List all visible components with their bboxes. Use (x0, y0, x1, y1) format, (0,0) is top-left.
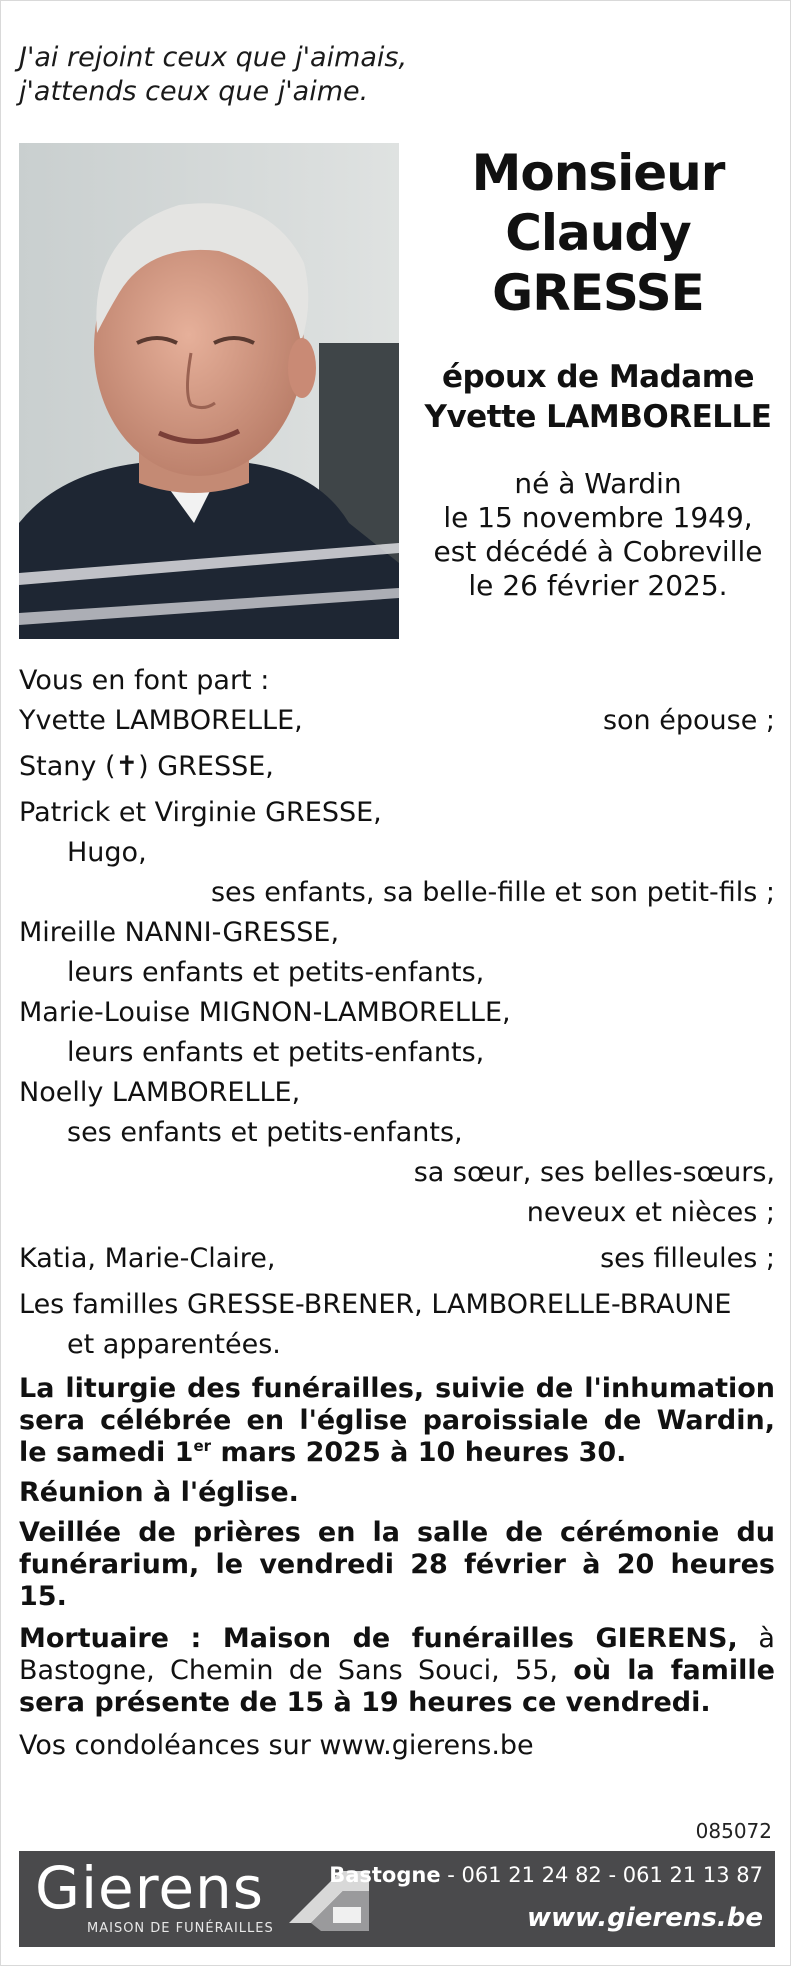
condolences-line: Vos condoléances sur www.gierens.be (19, 1730, 534, 1761)
mortuary-bold-2: où la famille sera présente de 15 à 19 heures ce vendredi. (19, 1655, 775, 1718)
portrait-photo (19, 143, 399, 639)
announcement-intro: Vous en font part : (19, 665, 270, 696)
birth-death-info (421, 467, 775, 603)
quote-line-1: J'ai rejoint ceux que j'aimais, (19, 42, 408, 73)
deceased-header (421, 143, 775, 603)
liturgy-text-2: mars 2025 à 10 heures 30. (211, 1437, 627, 1468)
family-name: Marie-Louise MIGNON-LAMBORELLE, (19, 997, 511, 1028)
funeral-home-banner (19, 1851, 775, 1947)
family-row (19, 701, 775, 741)
mortuary-paragraph (19, 1623, 775, 1719)
family-name: Katia, Marie-Claire, (19, 1243, 276, 1274)
family-row (19, 1033, 775, 1073)
family-relation: ses filleules ; (600, 1243, 775, 1274)
epitaph-quote (19, 41, 439, 109)
contact-phones (329, 1863, 763, 1887)
spouse-line-1: époux de Madame (441, 359, 755, 395)
birth-place: né à Wardin (514, 467, 682, 500)
family-name: Hugo, (67, 837, 147, 868)
logo-subtitle: MAISON DE FUNÉRAILLES (87, 1921, 274, 1936)
first-name: Claudy (505, 204, 691, 262)
family-name-pre: Stany ( (19, 751, 116, 782)
family-relation: neveux et nièces ; (526, 1197, 775, 1228)
family-name: leurs enfants et petits-enfants, (67, 957, 485, 988)
family-row (19, 1113, 775, 1153)
quote-line-2: j'attends ceux que j'aime. (19, 76, 369, 107)
family-row (19, 833, 775, 873)
spouse-line-2: Yvette LAMBORELLE (424, 399, 772, 435)
liturgy-paragraph (19, 1373, 775, 1469)
phone-numbers: - 061 21 24 82 - 061 21 13 87 (440, 1863, 763, 1887)
family-name: et apparentées. (67, 1329, 281, 1360)
family-row (19, 1073, 775, 1113)
vigil-paragraph: Veillée de prières en la salle de cérémonie du funérarium, le vendredi 28 février à 20 heures 15. (19, 1517, 775, 1612)
family-name: Yvette LAMBORELLE, (19, 705, 303, 736)
family-name: Noelly LAMBORELLE, (19, 1077, 301, 1108)
birth-date: le 15 novembre 1949, (443, 501, 753, 534)
family-row (19, 747, 775, 787)
family-row (19, 1325, 775, 1365)
family-name: leurs enfants et petits-enfants, (67, 1037, 485, 1068)
family-row (19, 1153, 775, 1193)
family-row (19, 1239, 775, 1279)
family-row (19, 993, 775, 1033)
family-row (19, 913, 775, 953)
family-name-post: ) GRESSE, (138, 751, 274, 782)
death-date: le 26 février 2025. (468, 569, 728, 602)
family-row (19, 953, 775, 993)
website-link[interactable]: www.gierens.be (527, 1903, 763, 1933)
meeting-paragraph: Réunion à l'église. (19, 1477, 299, 1508)
family-name: Mireille NANNI-GRESSE, (19, 917, 340, 948)
family-name: ses enfants et petits-enfants, (67, 1117, 463, 1148)
mortuary-plain: à Bastogne, Chemin de Sans Souci, 55, (19, 1623, 775, 1686)
family-relation: sa sœur, ses belles-sœurs, (413, 1157, 775, 1188)
family-relation: son épouse ; (602, 705, 775, 736)
family-row (19, 873, 775, 913)
reference-number: 085072 (695, 1819, 772, 1843)
contact-city: Bastogne (329, 1863, 441, 1887)
mortuary-bold-1: Mortuaire : Maison de funérailles GIERENS, (19, 1623, 738, 1654)
family-name: Patrick et Virginie GRESSE, (19, 797, 382, 828)
death-place: est décédé à Cobreville (433, 535, 763, 568)
cross-icon: ✝ (115, 751, 139, 782)
family-row (19, 1285, 775, 1325)
liturgy-text: La liturgie des funérailles, suivie de l'inhumation sera célébrée en l'église paroissiale de Wardin, le samedi 1 (19, 1373, 775, 1468)
family-relation: ses enfants, sa belle-fille et son petit-fils ; (210, 877, 775, 908)
civility: Monsieur (471, 144, 725, 202)
announcement-body (19, 661, 775, 1765)
family-name: Les familles GRESSE-BRENER, LAMBORELLE-BRAUNE (19, 1289, 732, 1320)
last-name: GRESSE (492, 264, 704, 322)
family-row (19, 793, 775, 833)
logo-wordmark: Gierens (35, 1854, 264, 1922)
family-row (19, 1193, 775, 1233)
liturgy-sup: er (193, 1437, 212, 1455)
spouse-info (421, 357, 775, 437)
